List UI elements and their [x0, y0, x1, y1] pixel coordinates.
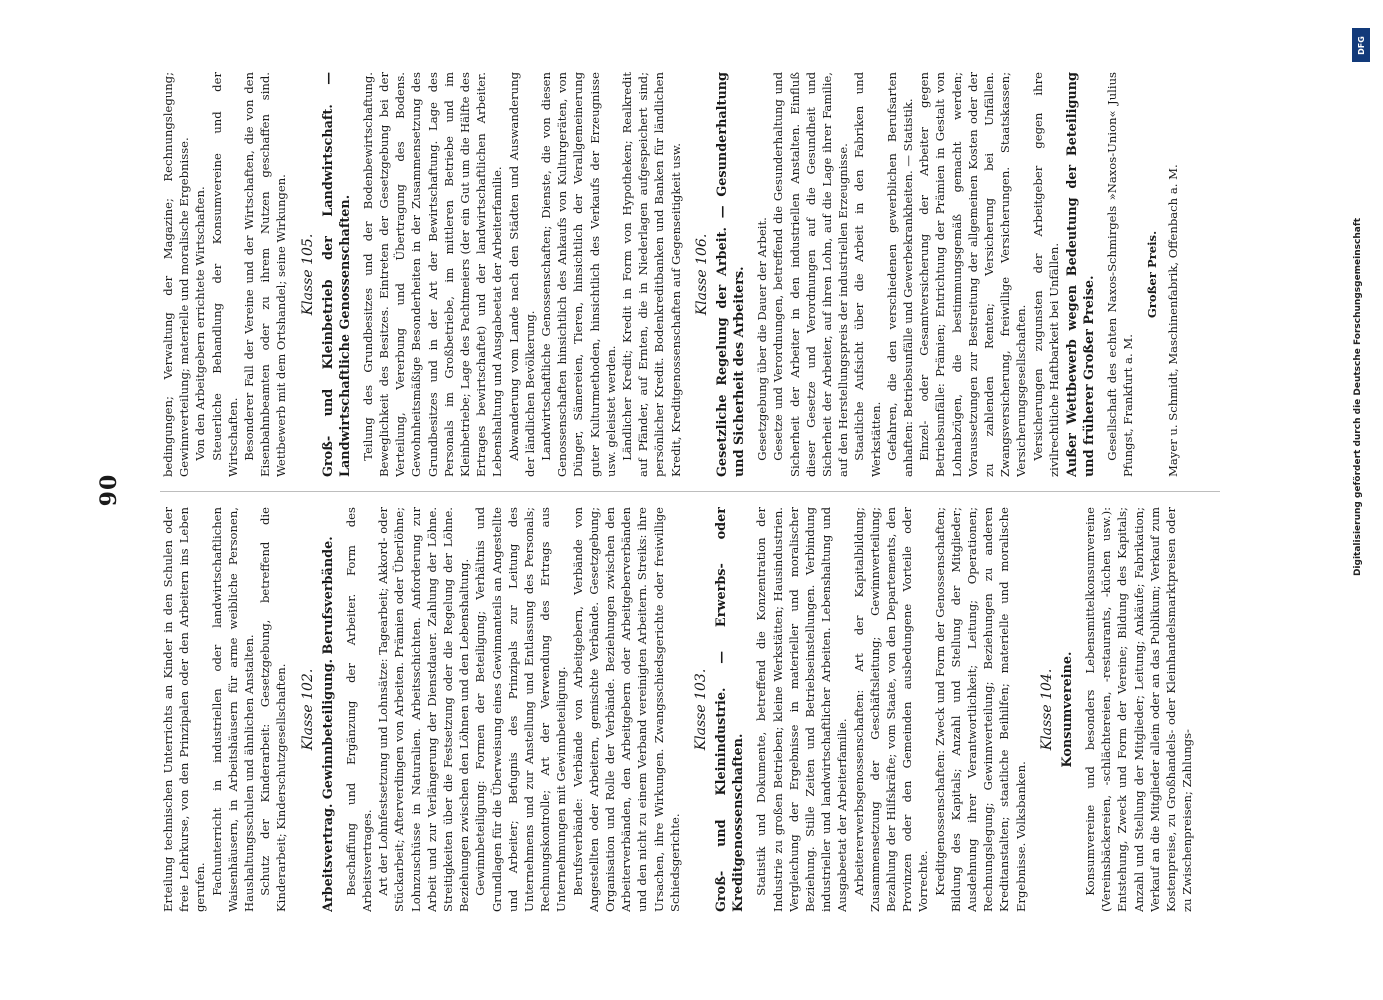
- paragraph: Gefahren, die den verschiedenen gewerblichen Berufsarten anhaften: Betriebsunfälle und Gewerbekrankheiten. — Statistik.: [884, 72, 915, 477]
- digitization-margin-note: [1348, 20, 1378, 720]
- paragraph: Fachunterricht in industriellen oder landwirtschaftlichen Waisenhäusern, in Arbeitshäusern für arme weibliche Personen, Haushaltungsschulen und ähnlichen Anstalten.: [209, 507, 257, 912]
- klasse-105-heading: Groß- und Kleinbetrieb der Landwirtschaft. — Landwirtschaftliche Genossenschaften.: [320, 72, 353, 477]
- klasse-104-heading: Konsumvereine.: [1059, 651, 1075, 768]
- paragraph: Einzel- oder Gesamtversicherung der Arbeiter gegen Betriebsunfälle: Prämien; Entrichtung der Prämien in Gestalt von Lohnabzügen, die bestimmungsgemäß gemacht werden; Voraussetzungen zur Bestreitung der allgemeinen Kosten oder der zu zahlenden Renten; Versicherung bei Unfällen. Zwangsversicherung, freiwillige Versicherungen. Staatskassen; Versicherungsgesellschaften.: [917, 72, 1029, 477]
- paragraph: Besonderer Fall der Vereine und der Wirtschaften, die von den Eisenbahnbeamten oder zu ihrem Nutzen geschaffen sind. Wettbewerb mit dem Ortshandel; seine Wirkungen.: [242, 72, 289, 477]
- paragraph: Abwanderung vom Lande nach den Städten und Auswanderung der ländlichen Bevölkerung.: [506, 72, 537, 477]
- paragraph: Arbeitererwerbsgenossenschaften: Art der Kapitalbildung; Zusammensetzung der Geschäftsleitung; Gewinnverteilung; Bezahlung der Hilfskräfte; vom Staate, von den Departements, den Provinzen oder den Gemeinden ausbedungene Vorteile oder Vorrechte.: [851, 507, 931, 912]
- dfg-logo: DFG: [1352, 28, 1370, 62]
- paragraph: Beschaffung und Ergänzung der Arbeiter. Form des Arbeitsvertrages.: [343, 507, 375, 912]
- prize-winner: Mayer u. Schmidt, Maschinenfabrik, Offenbach a. M.: [1165, 164, 1180, 477]
- paragraph: Kreditgenossenschaften: Zweck und Form der Genossenschaften; Bildung des Kapitals; Anzahl und Stellung der Mitglieder; Ausdehnung ihrer Verantwortlichkeit; Leitung; Operationen; Rechnungslegung; Gewinnverteilung; Beziehungen zu anderen Kreditanstalten; staatliche Beihilfen; materielle und moralische Ergebnisse. Volksbanken.: [932, 507, 1028, 912]
- competition-entry: Gesellschaft des echten Naxos-Schmirgels »Naxos-Union« Julius Pfungst, Frankfurt a. M.: [1104, 72, 1136, 477]
- paragraph: Ländlicher Kredit; Kredit in Form von Hypotheken; Realkredit auf Pfänder, auf Ernten, die in Niederlagen aufgespeichert sind; persönlicher Kredit. Bodenkreditbanken und Banken für ländlichen Kredit, Kreditgenossenschaften auf Gegenseitigkeit usw.: [620, 72, 683, 477]
- paragraph: Gewinnbeteiligung: Formen der Beteiligung; Verhältnis und Grundlagen für die Überweisung eines Gewinnanteils an Angestellte und Arbeiter; Befugnis des Prinzipals zur Leitung des Unternehmens und zur Anstellung und Entlassung des Personals; Rechnungskontrolle; Art der Verwendung des Ertrags aus Unternehmungen mit Gewinnbeteiligung.: [473, 507, 569, 912]
- paragraph: Steuerliche Behandlung der Konsumvereine und der Wirtschaften.: [209, 72, 240, 477]
- paragraph: Berufsverbände: Verbände von Arbeitgebern, Verbände von Angestellten oder Arbeitern, gemischte Verbände. Gesetzgebung; Organisation und Rolle der Verbände. Beziehungen zwischen den Arbeiterverbänden, den Arbeitgebern oder Arbeitgeberverbänden und den nicht zu einem Verband vereinigten Arbeitern. Streiks: ihre Ursachen, ihre Wirkungen. Zwangsschiedsgerichte oder freiwillige Schiedsgerichte.: [570, 507, 682, 912]
- funding-credit: Digitalisierung gefördert durch die Deutsche Forschungsgemeinschaft: [1353, 217, 1363, 577]
- right-column: [160, 72, 1230, 477]
- paragraph: Gesetzgebung über die Dauer der Arbeit.: [755, 217, 770, 461]
- klasse-103-label: Klasse 103.: [693, 668, 710, 751]
- left-column: [160, 507, 1230, 912]
- klasse-102-heading: Arbeitsvertrag. Gewinnbeteiligung. Berufsverbände.: [320, 536, 336, 912]
- competition-heading: Außer Wettbewerb wegen Bedeutung der Beteiligung und früherer Großer Preise.: [1064, 72, 1097, 477]
- paragraph: Statistik und Dokumente, betreffend die Konzentration der Industrie zu großen Betrieben; kleine Werkstätten; Hausindustrien. Vergleichung der Ergebnisse in materieller und moralischer Beziehung. Stille Zeiten und Betriebseinstellungen. Verbindung industrieller und landwirtschaftlicher Arbeiten. Lebenshaltung und Ausgabeetat der Arbeiterfamilie.: [754, 507, 850, 912]
- klasse-106-label: Klasse 106.: [693, 233, 710, 316]
- column-divider: [160, 491, 1220, 492]
- paragraph: Versicherungen zugunsten der Arbeitgeber gegen ihre zivilrechtliche Haftbarkeit bei Unfällen.: [1030, 72, 1061, 477]
- paragraph: Art der Lohnfestsetzung und Lohnsätze: Tagearbeit; Akkord- oder Stückarbeit; Afterverdingen von Arbeiten. Prämien oder Überlöhne; Lohnzuschüsse in Naturalien. Arbeitsschichten. Anforderung zur Arbeit und zur Verlängerung der Dienstdauer. Zahlung der Löhne. Streitigkeiten über die Festsetzung oder die Regelung der Löhne. Beziehungen zwischen den Löhnen und den Lebenshaltung.: [376, 507, 472, 912]
- paragraph: Teilung des Grundbesitzes und der Bodenbewirtschaftung. Beweglichkeit des Besitzes. Eintreten der Gesetzgebung bei der Verteilung, Vererbung und Übertragung des Bodens. Gewohnheitsmäßige Besonderheiten in der Zusammensetzung des Grundbesitzes und in der Art der Bewirtschaftung. Lage des Personals im Großbetriebe, im mittleren Betriebe und im Kleinbetriebe; Lage des Pachtmeiers (der ein Gut um die Hälfte des Ertrages bewirtschaftet) und der landwirtschaftlichen Arbeiter. Lebenshaltung und Ausgabeetat der Arbeiterfamilie.: [360, 72, 505, 477]
- paragraph: Schutz der Kinderarbeit: Gesetzgebung, betreffend die Kinderarbeit; Kinderschutzgesellschaften.: [258, 507, 289, 912]
- klasse-103-heading: Groß- und Kleinindustrie. — Erwerbs- oder Kreditgenossenschaften.: [714, 507, 747, 912]
- paragraph: Von den Arbeitgebern errichtete Wirtschaften.: [193, 186, 208, 461]
- paragraph: bedingungen; Verwaltung der Magazine; Rechnungslegung; Gewinnverteilung; materielle und moralische Ergebnisse.: [161, 72, 192, 477]
- prize-heading: Großer Preis.: [1145, 230, 1160, 319]
- paragraph: Gesetze und Verordnungen, betreffend die Gesunderhaltung und Sicherheit der Arbeiter in den industriellen Anstalten. Einfluß dieser Gesetze und Verordnungen auf die Gesundheit und Sicherheit der Arbeiter, auf ihren Lohn, auf die Lage ihrer Familie, auf den Herstellungspreis der industriellen Erzeugnisse.: [771, 72, 851, 477]
- paragraph: Erteilung technischen Unterrichts an Kinder in den Schulen oder freie Lehrkurse, von den Prinzipalen oder den Arbeitern ins Leben gerufen.: [161, 507, 208, 912]
- paragraph: Landwirtschaftliche Genossenschaften; Dienste, die von diesen Genossenschaften hinsichtlich des Ankaufs von Kulturgeräten, von Dünger, Sämereien, Tieren, hinsichtlich der Verallgemeinerung guter Kulturmethoden, hinsichtlich des Verkaufs der Erzeugnisse usw. geleistet werden.: [539, 72, 618, 477]
- klasse-106-heading: Gesetzliche Regelung der Arbeit. — Gesunderhaltung und Sicherheit des Arbeiters.: [715, 72, 748, 477]
- paragraph: Konsumvereine und besonders Lebensmittelkonsumvereine (Vereinsbäckereien, -schlächtereien, -restaurants, -küchen usw.): Entstehung, Zweck und Form der Vereine; Bildung des Kapitals; Anzahl und Stellung der Mitglieder; Leitung; Ankäufe; Fabrikation; Verkauf an die Mitglieder allein oder an das Publikum; Verkauf zum Kostenpreise, zu Großhandels- oder Kleinhandelsmarktpreisen oder zu Zwischenpreisen; Zahlungs-: [1082, 507, 1195, 912]
- paragraph: Staatliche Aufsicht über die Arbeit in den Fabriken und Werkstätten.: [852, 72, 883, 477]
- klasse-102-label: Klasse 102.: [299, 668, 316, 751]
- rotated-book-page: [90, 60, 1250, 920]
- page-number: 90: [96, 473, 122, 507]
- klasse-105-label: Klasse 105.: [299, 233, 316, 316]
- klasse-104-label: Klasse 104.: [1038, 668, 1055, 751]
